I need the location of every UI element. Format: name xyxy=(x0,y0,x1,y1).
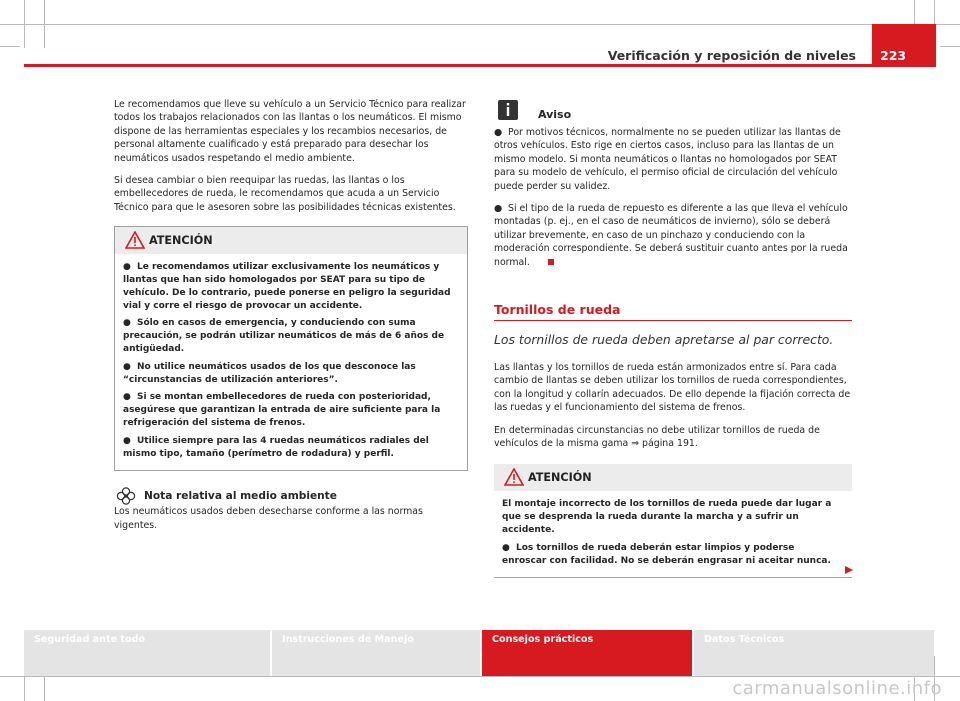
nav-tab-technical-data[interactable] xyxy=(694,630,934,676)
warning-title-2: ATENCIÓN xyxy=(528,471,592,485)
warning-box xyxy=(114,226,468,471)
note-item: ● Por motivos técnicos, normalmente no se pueden utilizar las llantas de otros vehículos. Esto rige en ciertos casos, incluso para las llantas de un mismo modelo. Si monta neumáticos o llantas no homologados por SEAT para su modelo de vehículo, el permiso oficial de circulación del vehículo puede perder su validez. xyxy=(494,127,841,192)
crop-mark xyxy=(0,24,960,25)
warning-item: ● Le recomendamos utilizar exclusivamente los neumáticos y llantas que han sido homologados por SEAT para su tipo de vehículo. De lo contrario, puede ponerse en peligro la seguridad vial y corre el riesgo de provocar un accidente. xyxy=(123,262,451,311)
warning-body xyxy=(115,254,467,470)
section-subtitle: Los tornillos de rueda deben apretarse al par correcto. xyxy=(494,332,834,348)
warning-intro: El montaje incorrecto de los tornillos de rueda puede dar lugar a que se desprenda la rueda durante la marcha y a sufrir un accidente. xyxy=(502,499,832,535)
continue-arrow-icon xyxy=(844,565,854,575)
nav-tab-operation[interactable] xyxy=(272,630,480,676)
section-paragraph-2: En determinadas circunstancias no debe utilizar tornillos de rueda de vehículos de la misma gama ⇒ página 191. xyxy=(494,424,820,449)
note-title: Aviso xyxy=(538,108,572,121)
warning-body-2 xyxy=(494,491,852,577)
note-item: ● Si el tipo de la rueda de repuesto es diferente a las que lleva el vehículo montadas (p. ej., en el caso de neumáticos de invierno), sólo se deberá utilizar brevemente, en caso de un pinchazo y conduciendo con la moderación correspondiente. Se deberá sustituir cuanto antes por la rueda normal. xyxy=(494,203,848,268)
warning-item: ● Si se montan embellecedores de rueda con posterioridad, asegúrese que garantizan la entrada de aire suficiente para la refrigeración del sistema de frenos. xyxy=(123,392,441,429)
watermark: carmanualsonline.info xyxy=(732,678,942,699)
warning-header xyxy=(115,227,467,254)
nav-tab-label: Datos Técnicos xyxy=(704,634,785,645)
info-icon xyxy=(498,100,518,120)
warning-triangle-icon xyxy=(504,468,524,486)
warning-header-2 xyxy=(494,464,852,491)
crop-mark xyxy=(24,0,25,48)
warning-title: ATENCIÓN xyxy=(149,234,213,248)
warning-item: ● No utilice neumáticos usados de los que desconoce las “circunstancias de utilización anteriores”. xyxy=(123,361,416,385)
warning-item: ● Utilice siempre para las 4 ruedas neumáticos radiales del mismo tipo, tamaño (perímetro de rodadura) y perfil. xyxy=(123,435,429,459)
right-column xyxy=(494,104,852,578)
environment-note-title: Nota relativa al medio ambiente xyxy=(144,490,337,503)
crop-mark xyxy=(44,0,45,48)
nav-tab-label: Instrucciones de Manejo xyxy=(282,634,414,645)
nav-tab-label: Seguridad ante todo xyxy=(34,634,146,645)
crop-mark xyxy=(0,676,960,677)
section-end-marker xyxy=(548,259,554,265)
warning-item: ● Los tornillos de rueda deberán estar limpios y poderse enroscar con facilidad. No se deberán engrasar ni aceitar nunca. xyxy=(502,542,831,566)
page-number: 223 xyxy=(880,48,907,63)
nav-tab-practical-tips[interactable] xyxy=(482,630,692,676)
section-paragraph: Las llantas y los tornillos de rueda están armonizados entre sí. Para cada cambio de llantas se deben utilizar los tornillos de rueda correspondientes, con la longitud y collarín adecuados. De ello depende la fijación correcta de las ruedas y el funcionamiento del sistema de frenos. xyxy=(494,361,851,414)
nav-tab-safety[interactable] xyxy=(24,630,270,676)
crop-mark xyxy=(940,46,960,47)
flower-icon xyxy=(116,487,136,505)
intro-paragraph: Le recomendamos que lleve su vehículo a un Servicio Técnico para realizar todos los trabajos relacionados con las llantas o los neumáticos. El mismo dispone de las herramientas especiales y los recambios necesarios, de personal altamente cualificado y está preparado para desechar los neumáticos usados respetando el medio ambiente. xyxy=(114,99,466,164)
intro-paragraph-2: Si desea cambiar o bien reequipar las ruedas, las llantas o los embellecedores de rueda, le recomendamos que acuda a un Servicio Técnico para que le asesoren sobre las posibilidades técnicas existentes. xyxy=(114,175,456,213)
crop-mark xyxy=(0,46,20,47)
header-rule xyxy=(24,64,936,67)
left-column xyxy=(114,98,468,541)
page-number-tab xyxy=(872,24,936,67)
warning-item: ● Sólo en casos de emergencia, y conduciendo con suma precaución, se podrán utilizar neumáticos de más de 6 años de antigüedad. xyxy=(123,318,445,355)
warning-triangle-icon xyxy=(125,231,145,249)
warning-box-2 xyxy=(494,464,852,578)
page-title: Verificación y reposición de niveles xyxy=(607,48,856,63)
note-header xyxy=(494,104,852,126)
nav-tab-label: Consejos prácticos xyxy=(492,634,594,645)
section-title: Tornillos de rueda xyxy=(494,303,852,321)
environment-note-text: Los neumáticos usados deben desecharse conforme a las normas vigentes. xyxy=(114,506,423,531)
environment-note-header xyxy=(114,487,468,505)
